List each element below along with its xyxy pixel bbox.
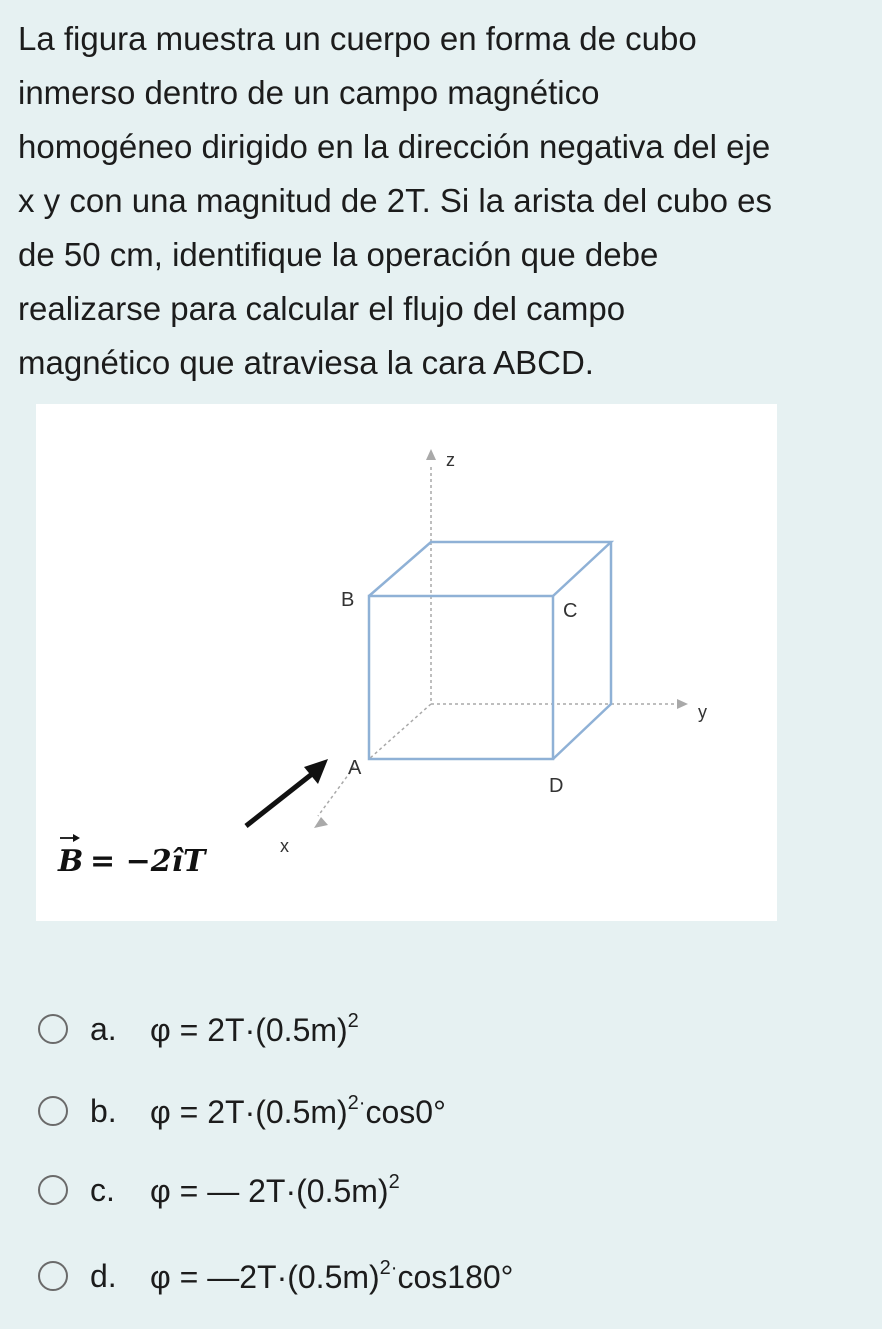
x-axis-arrow — [314, 817, 328, 828]
question-line: x y con una magnitud de 2T. Si la arista del cubo es — [18, 182, 772, 219]
question-line: inmerso dentro de un campo magnético — [18, 74, 600, 111]
formula-exponent: 2· — [347, 1091, 366, 1114]
formula-exponent: 2 — [347, 1009, 359, 1032]
field-arrow — [246, 774, 312, 826]
cube-diagram — [36, 404, 777, 921]
radio-button[interactable] — [38, 1014, 68, 1044]
formula-tail: cos180° — [397, 1258, 514, 1295]
radio-button[interactable] — [38, 1096, 68, 1126]
radio-button[interactable] — [38, 1175, 68, 1205]
z-axis-arrow — [426, 449, 436, 460]
vertex-c-label: C — [563, 600, 578, 622]
vertex-a-label: A — [348, 757, 362, 779]
option-formula — [150, 1171, 400, 1210]
option-b[interactable] — [38, 1091, 858, 1131]
formula-exponent: 2 — [388, 1170, 400, 1193]
option-letter: c. — [90, 1171, 115, 1208]
vertex-b-label: B — [341, 589, 355, 611]
question-line: homogéneo dirigido en la dirección negativa del eje — [18, 128, 771, 165]
option-formula — [150, 1092, 446, 1131]
question-text — [18, 12, 878, 390]
question-line: magnético que atraviesa la cara ABCD. — [18, 344, 594, 381]
x-axis-label: x — [280, 836, 289, 856]
formula-exponent: 2· — [379, 1256, 398, 1279]
field-vector-symbol: B — [58, 844, 84, 879]
right-face-edges — [553, 542, 611, 759]
vector-arrow-head — [73, 834, 80, 842]
field-equation: = −2îT — [90, 844, 206, 879]
formula-main: φ = 2T·(0.5m) — [150, 1093, 348, 1130]
option-formula — [150, 1257, 513, 1296]
option-formula — [150, 1010, 359, 1049]
option-letter: d. — [90, 1257, 117, 1294]
y-axis-arrow — [677, 699, 688, 709]
formula-tail: cos0° — [365, 1093, 446, 1130]
formula-main: φ = —2T·(0.5m) — [150, 1258, 380, 1295]
question-line: La figura muestra un cuerpo en forma de cubo — [18, 20, 697, 57]
question-line: de 50 cm, identifique la operación que debe — [18, 236, 659, 273]
face-abcd — [369, 596, 553, 759]
cube-figure — [36, 404, 777, 921]
top-face-edges — [369, 542, 611, 596]
option-c[interactable] — [38, 1170, 858, 1210]
vertex-d-label: D — [549, 775, 564, 797]
formula-main: φ = 2T·(0.5m) — [150, 1011, 348, 1048]
z-axis-label: z — [446, 450, 455, 470]
option-d[interactable] — [38, 1256, 858, 1296]
formula-main: φ = — 2T·(0.5m) — [150, 1172, 389, 1209]
option-letter: b. — [90, 1092, 117, 1129]
option-letter: a. — [90, 1010, 117, 1047]
question-line: realizarse para calcular el flujo del campo — [18, 290, 626, 327]
y-axis-label: y — [698, 702, 707, 722]
radio-button[interactable] — [38, 1261, 68, 1291]
option-a[interactable] — [38, 1009, 858, 1049]
hidden-edge — [369, 704, 431, 759]
